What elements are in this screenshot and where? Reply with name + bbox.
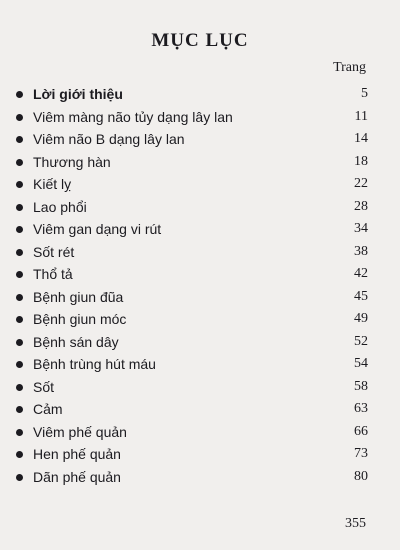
toc-entry-title: Thương hàn [33, 153, 111, 170]
bullet-icon [16, 339, 23, 346]
toc-entry-title: Kiết lỵ [33, 176, 72, 192]
toc-entry-title: Bệnh giun đũa [33, 288, 124, 305]
toc-entry-page: 14 [354, 131, 368, 146]
bullet-icon [16, 474, 23, 481]
bullet-icon [16, 271, 23, 278]
toc-entry-title: Bệnh trùng hút máu [33, 356, 156, 372]
toc-entry-page: 34 [354, 221, 368, 236]
bullet-icon [16, 316, 23, 323]
toc-entry-page: 54 [354, 356, 368, 371]
toc-entry-page: 22 [354, 176, 368, 191]
toc-entry-page: 38 [354, 243, 368, 259]
toc-entry-page: 49 [354, 311, 368, 326]
toc-entry-title: Dãn phế quản [33, 468, 121, 485]
toc-entry [0, 107, 400, 129]
toc-entry-title: Sốt rét [33, 243, 75, 260]
bullet-icon [16, 159, 23, 166]
toc-entry-title: Sốt [33, 378, 55, 395]
toc-entry-title: Lời giới thiệu [33, 86, 123, 102]
toc-entry [0, 174, 400, 196]
bullet-icon [16, 181, 23, 188]
toc-entry-title: Thổ tả [33, 266, 73, 282]
toc-entry-page: 66 [354, 423, 368, 439]
toc-entry-title: Hen phế quản [33, 446, 121, 462]
bullet-icon [16, 384, 23, 391]
bullet-icon [16, 91, 23, 98]
toc-entry [0, 129, 400, 151]
toc-entry [0, 287, 400, 309]
page-number: 355 [345, 516, 366, 531]
toc-entry [0, 264, 400, 286]
bullet-icon [16, 361, 23, 368]
toc-entry-page: 5 [361, 86, 368, 101]
toc-entry-title: Viêm màng não tủy dạng lây lan [33, 108, 233, 125]
toc-entry [0, 377, 400, 399]
toc-entry-title: Viêm phế quản [33, 423, 127, 440]
toc-entry-page: 11 [354, 108, 368, 124]
toc-entry-title: Viêm gan dạng vi rút [33, 221, 162, 237]
toc-entry [0, 467, 400, 489]
toc-entry-page: 45 [354, 288, 368, 304]
bullet-icon [16, 406, 23, 413]
toc-entry [0, 242, 400, 264]
toc-entry [0, 444, 400, 466]
page-title: MỤC LỤC [151, 30, 249, 51]
toc-entry-page: 73 [354, 446, 368, 461]
toc-entry-page: 58 [354, 378, 368, 394]
bullet-icon [16, 249, 23, 256]
toc-entry-title: Viêm não B dạng lây lan [33, 131, 185, 147]
toc-entry-title: Bệnh sán dây [33, 333, 119, 350]
toc-entry-title: Lao phổi [33, 198, 87, 215]
toc-entry [0, 152, 400, 174]
bullet-icon [16, 429, 23, 436]
toc-entry [0, 422, 400, 444]
toc-entry-page: 28 [354, 198, 368, 214]
toc-entry [0, 309, 400, 331]
toc-entry [0, 332, 400, 354]
toc-entry-page: 42 [354, 266, 368, 281]
bullet-icon [16, 294, 23, 301]
toc-entry-title: Bệnh giun móc [33, 311, 127, 327]
bullet-icon [16, 114, 23, 121]
page-column-label: Trang [333, 60, 366, 75]
toc-entry-page: 63 [354, 401, 368, 416]
bullet-icon [16, 136, 23, 143]
toc-entry [0, 399, 400, 421]
toc-entry-page: 18 [354, 153, 368, 169]
toc-entry [0, 197, 400, 219]
toc-entry-page: 52 [354, 333, 368, 349]
toc-entry [0, 219, 400, 241]
bullet-icon [16, 204, 23, 211]
toc-entry [0, 84, 400, 106]
toc-entry [0, 354, 400, 376]
bullet-icon [16, 226, 23, 233]
bullet-icon [16, 451, 23, 458]
toc-entry-title: Cảm [33, 401, 63, 417]
toc-entry-page: 80 [354, 468, 368, 484]
